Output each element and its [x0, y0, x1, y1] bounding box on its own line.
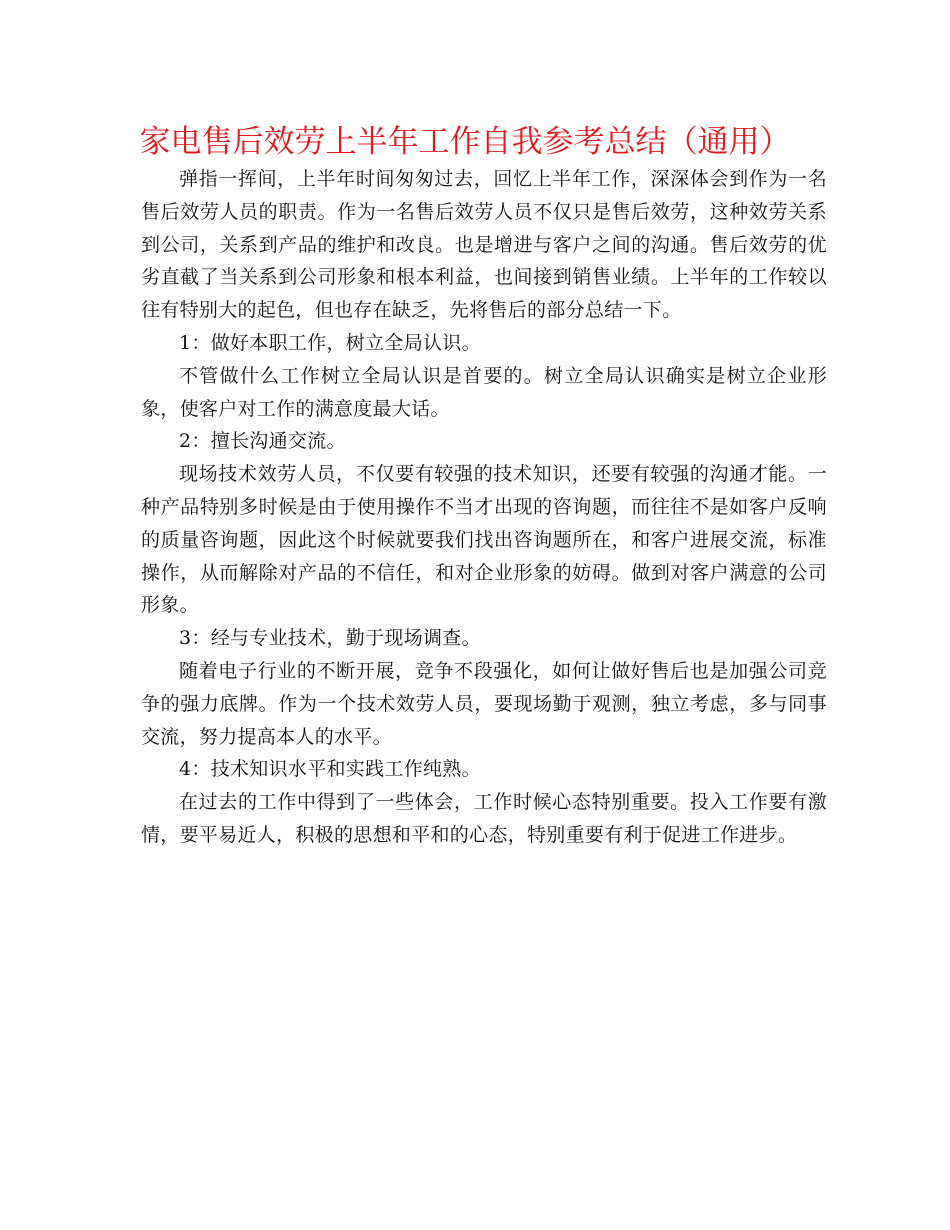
paragraph-section-1: 不管做什么工作树立全局认识是首要的。树立全局认识确实是树立企业形象，使客户对工作的满意度最大话。	[141, 364, 827, 420]
paragraph-intro: 弹指一挥间，上半年时间匆匆过去，回忆上半年工作，深深体会到作为一名售后效劳人员的职责。作为一名售后效劳人员不仅只是售后效劳，这种效劳关系到公司，关系到产品的维护和改良。也是增进与客户之间的沟通。售后效劳的优劣直截了当关系到公司形象和根本利益，也间接到销售业绩。上半年的工作较以往有特别大的起色，但也存在缺乏，先将售后的部分总结一下。	[141, 168, 827, 322]
section-heading-4: 4：技术知识水平和实践工作纯熟。	[179, 758, 481, 781]
section-heading-2: 2：擅长沟通交流。	[179, 430, 346, 453]
paragraph-section-2: 现场技术效劳人员，不仅要有较强的技术知识，还要有较强的沟通才能。一种产品特别多时候是由于使用操作不当才出现的咨询题，而往往不是如客户反响的质量咨询题，因此这个时候就要我们找出咨询题所在，和客户进展交流，标准操作，从而解除对产品的不信任，和对企业形象的妨碍。做到对客户满意的公司形象。	[141, 463, 827, 617]
paragraph-section-4: 在过去的工作中得到了一些体会，工作时候心态特别重要。投入工作要有激情，要平易近人，积极的思想和平和的心态，特别重要有利于促进工作进步。	[141, 791, 827, 846]
section-heading-1: 1：做好本职工作，树立全局认识。	[179, 331, 481, 354]
section-heading-3: 3：经与专业技术，勤于现场调查。	[179, 627, 481, 650]
paragraph-section-3: 随着电子行业的不断开展，竞争不段强化，如何让做好售后也是加强公司竞争的强力底牌。作为一个技术效劳人员，要现场勤于观测，独立考虑，多与同事交流，努力提高本人的水平。	[141, 659, 827, 748]
document-body	[141, 163, 827, 852]
document-title: 家电售后效劳上半年工作自我参考总结（通用）	[139, 124, 791, 160]
